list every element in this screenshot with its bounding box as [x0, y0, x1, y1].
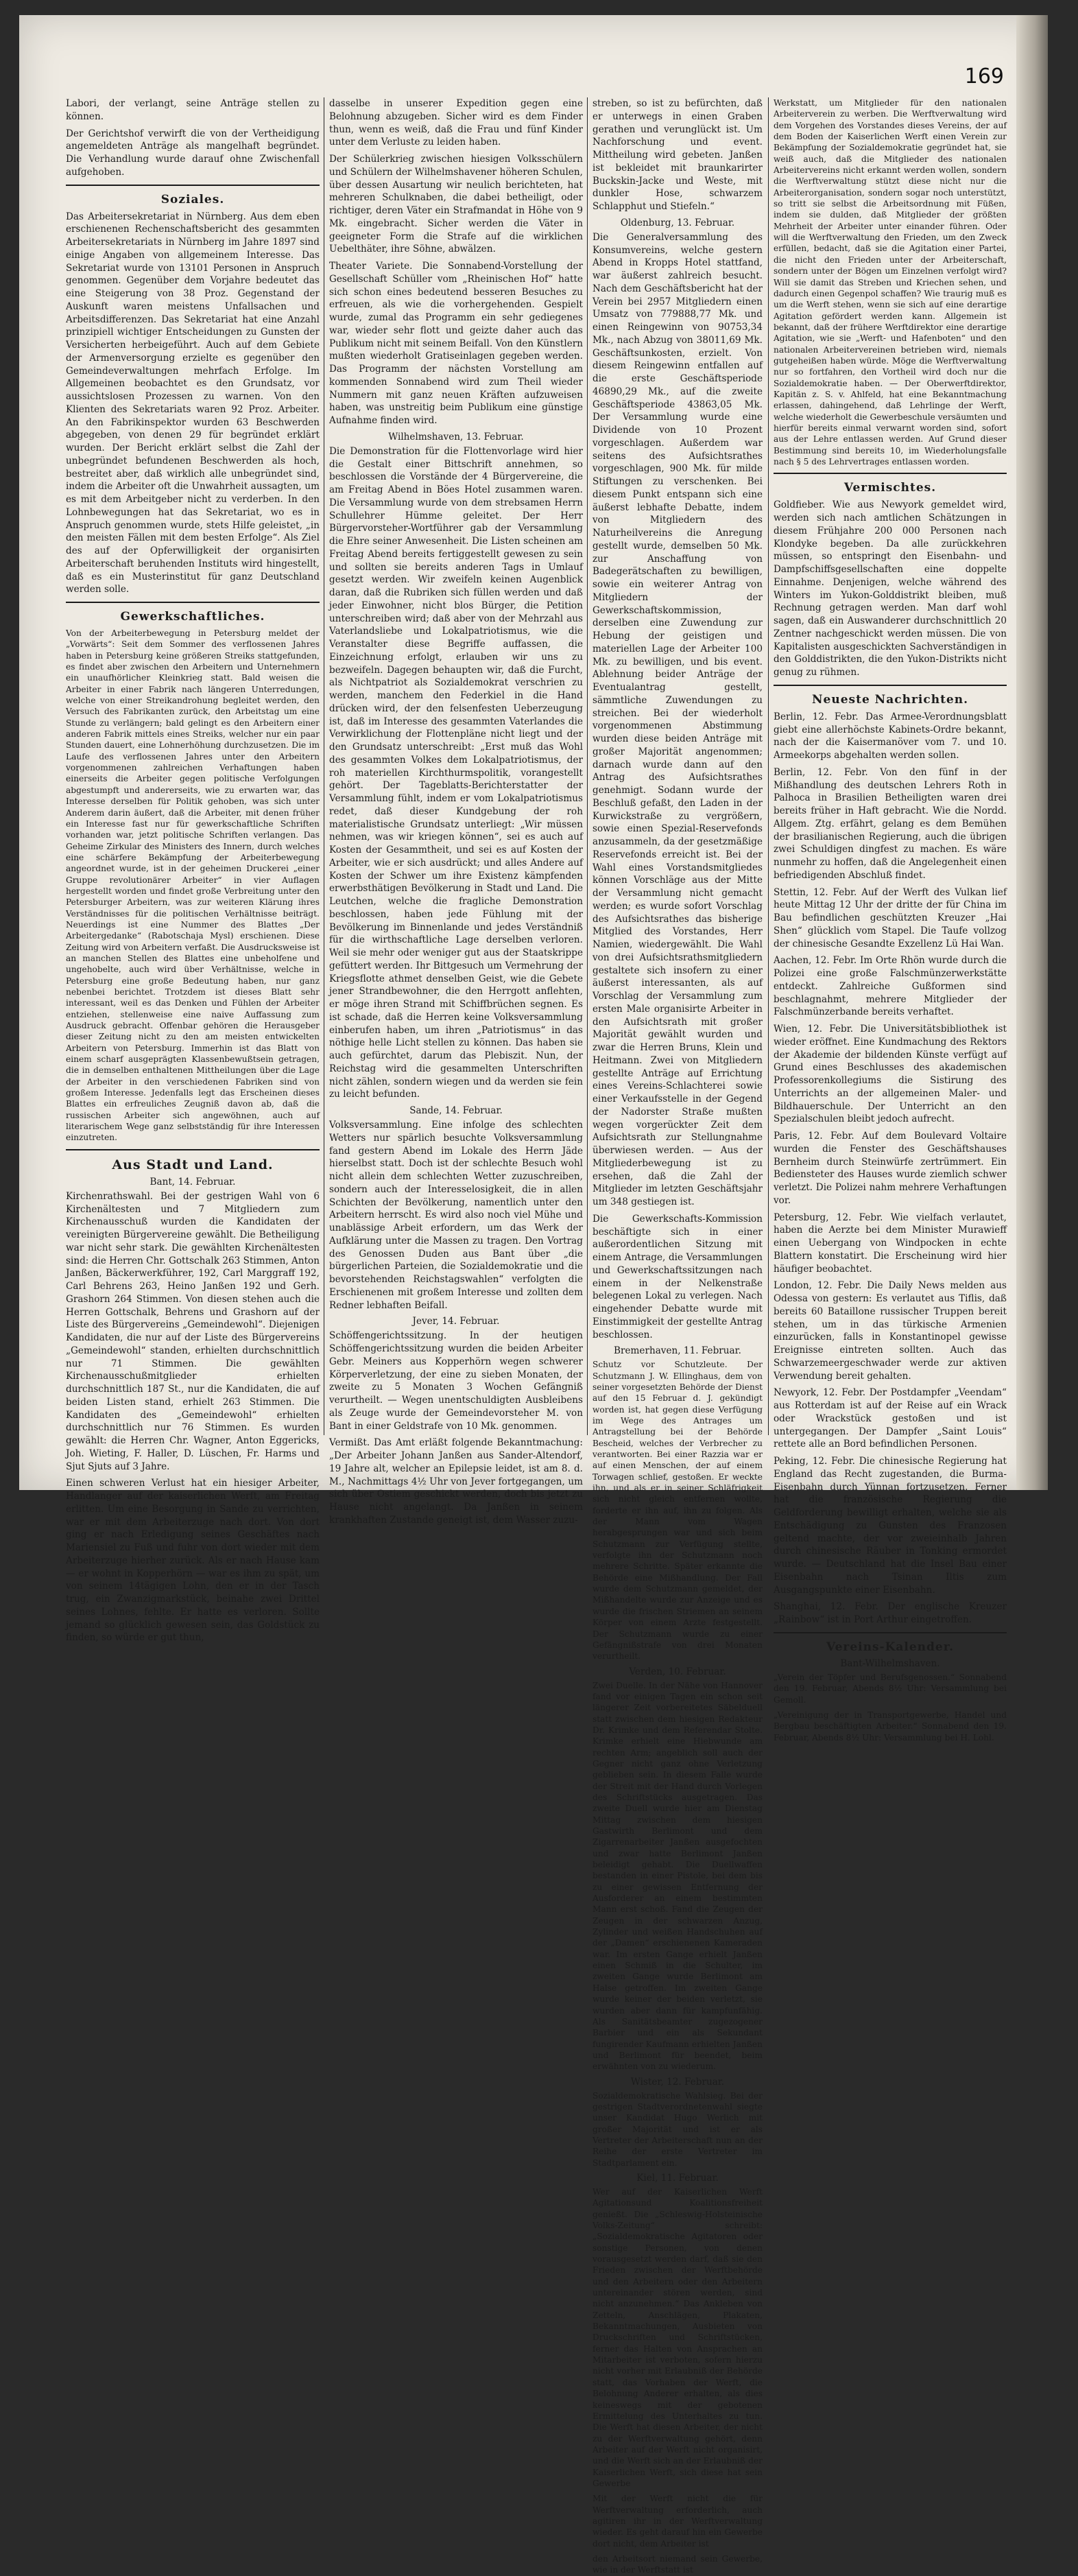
- paragraph: Der Gerichtshof verwirft die von der Vertheidigung angemeldeten Anträge als mangelhaft begründet. Die Verhandlung wurde darauf ohne Zwischenfall aufgehoben.: [66, 128, 320, 178]
- paragraph: Kirchenrathswahl. Bei der gestrigen Wahl von 6 Kirchenältesten und 7 Mitgliedern zum Kirchenausschuß wurden die Kandidaten der vereinigten Bürgervereine gewählt. Die Betheiligung war nicht sehr stark. Die gewählten Kirchenältesten sind: die Herren Chr. Gottschalk 263 Stimmen, Anton Janßen, Bäckerwerkführer, 192, Carl Marggraff 192, Carl Behrens 263, Heino Janßen 192 und Gerh. Grashorn 264 Stimmen. Von diesen stehen auch die Herren Gottschalk, Behrens und Grashorn auf der Liste des Bürgervereins „Gemeindewohl“. Diejenigen Kandidaten, die nur auf der Liste des Bürgervereins „Gemeindewohl“ standen, erhielten durchschnittlich nur 71 Stimmen. Die gewählten Kirchenausschußmitglieder erhielten durchschnittlich 187 St., nur die Kandidaten, die auf beiden Listen stand, erhielt 263 Stimmen. Die Kandidaten des „Gemeindewohl“ erhielten durchschnittlich nur 76 Stimmen. Es wurden gewählt: die Herren Chr. Wagner, Anton Eggericks, Joh. Wieting, F. Haller, D. Lüschen, Fr. Harms und Sjut Sjuts auf 3 Jahre.: [66, 1190, 320, 1472]
- column-3: [592, 97, 763, 2575]
- dateline: Jever, 14. Februar.: [412, 1316, 500, 1327]
- paragraph: Das Arbeitersekretariat in Nürnberg. Aus dem eben erschienenen Rechenschaftsbericht des gesammten Arbeitersekretariats in Nürnberg im Jahre 1897 sind einige Angaben von allgemeinem Interesse. Das Sekretariat wurde von 13101 Personen in Anspruch genommen. Gegenüber dem Vorjahre bedeutet das eine Steigerung von 38 Proz. Gegenstand der Auskunft waren meistens Unfallsachen und Arbeitsdifferenzen. Das Sekretariat hat eine Anzahl prinzipiell wichtiger Entscheidungen zu Gunsten der Versicherten herbeigeführt. Auch auf dem Gebiete der Armenversorgung erzielte es gegenüber den Gemeindeverwaltungen mehrfach Erfolge. Im Allgemeinen beobachtet es den Grundsatz, vor aussichtslosen Prozessen zu warnen. Von den Klienten des Sekretariats waren 92 Proz. Arbeiter. An den Fabrikinspektor wurden 63 Beschwerden abgegeben, von denen 29 für begründet erklärt wurden. Der Bericht erklärt selbst die Zahl der unbegründet befundenen Beschwerden als hoch, bestreitet aber, daß wirklich alle unbegründet sind, indem die Arbeiter oft die Unwahrheit aussagten, um es mit dem Arbeitgeber nicht zu verderben. In den Lohnbewegungen hat das Sekretariat, wo es in Anspruch genommen wurde, stets Hilfe geleistet, „in den meisten Fällen mit dem besten Erfolge“. Als Ziel des auf der Opferwilligkeit der organisirten Arbeiterschaft beruhenden Instituts wird hingestellt, daß es ein Musterinstitut für ganz Deutschland werden solle.: [66, 211, 320, 595]
- paragraph: Goldfieber. Wie aus Newyork gemeldet wird, werden sich nach amtlichen Schätzungen in diesem Frühjahre 200 000 Personen nach Klondyke begeben. Da alle zurückkehren müssen, so entspringt den Eisenbahn- und Dampfschiffsgesellschaften eine doppelte Einnahme. Denjenigen, welche während des Winters im Yukon-Golddistrikt bleiben, muß Rechnung getragen werden. Man darf wohl sagen, daß ein Auswanderer durchschnittlich 20 Zentner nachgeschickt werden müssen. Die von Kapitalisten ausgeschickten Sachverständigen in den Golddistrikten, die den Yukon-Distrikts nicht genug zu rühmen.: [774, 499, 1007, 678]
- paragraph: Werkstatt, um Mitglieder für den nationalen Arbeiterverein zu werben. Die Werftverwaltung wird dem Vorgehen des Vorstandes dieses Vereins, der auf dem Boden der Kaiserlichen Werft einen Verein zur Bekämpfung der Sozialdemokratie gegründet hat, sie weiß auch, daß die Mitglieder des nationalen Arbeitervereins nicht erkannt werden wollen, sondern die Werftverwaltung stützt diese nicht nur die Arbeiterorganisation, sondern sogar noch unterstützt, so tritt sie selbst die Arbeitsordnung mit Füßen, indem sie dulden, daß Mitglieder der größten Mehrheit der Arbeiter unter einander führen. Oder will die Werftverwaltung den Frieden, um den Zweck erfüllen, bedacht, daß sie die Agitation einer Partei, die nicht den Frieden unter der Arbeiterschaft, sondern unter der Bögen um Einzelnen verfolgt wird? Will sie damit das Streben und Kriechen sehen, und dadurch einen Gegenpol schaffen? Wie traurig muß es um die Werft stehen, wenn sie sich auf eine derartige Agitation gefördert werden kann. Allgemein ist bekannt, daß der frühere Werftdirektor eine derartige Agitation, wie sie „Werft- und Hafenboten“ und den nationalen Arbeitervereinen betrieben wird, niemals gutgeheißen haben würde. Möge die Werftverwaltung nur so fortfahren, den Vortheil wird doch nur die Sozialdemokratie haben. — Der Oberwerftdirektor, Kapitän z. S. v. Ahlfeld, hat eine Bekanntmachung erlassen, dahingehend, daß Lehrlinge der Werft, welche wiederholt die Gewerbeschule versäumten und hierfür bereits einmal verwarnt worden sind, sofort aus der Lehre entlassen werden. Auf Grund dieser Bestimmung sind bereits 10, im Wiederholungsfalle nach § 5 des Lehrvertrages entlassen worden.: [774, 98, 1007, 466]
- book-binding-edge: [1016, 15, 1048, 1490]
- column-rule: [768, 97, 769, 1435]
- paragraph: Paris, 12. Febr. Auf dem Boulevard Voltaire wurden die Fenster des Geschäftshauses Bernheim durch Steinwürfe zertrümmert. Ein Bediensteter des Hauses wurde ziemlich schwer verletzt. Die Polizei nahm mehrere Verhaftungen vor.: [774, 1131, 1007, 1206]
- paragraph: Die Generalversammlung des Konsumvereins, welche gestern Abend in Kropps Hotel stattfand, war äußerst zahlreich besucht. Nach dem Geschäftsbericht hat der Verein bei 2957 Mitgliedern einen Umsatz von 779888,77 Mk. und einen Reingewinn von 90753,34 Mk., nach Abzug von 38011,69 Mk. Geschäftsunkosten, erzielt. Von diesem Reingewinn entfallen auf die erste Geschäftsperiode 46890,29 Mk., auf die zweite Geschäftsperiode 43863,05 Mk. Der Versammlung wurde eine Dividende von 10 Prozent vorgeschlagen. Außerdem war seitens des Aufsichtsrathes vorgeschlagen, 900 Mk. für milde Stiftungen zu verschenken. Bei diesem Punkt entspann sich eine äußerst lebhafte Debatte, indem von Mitgliedern des Naturheilvereins die Anregung gestellt wurde, demselben 50 Mk. zur Anschaffung von Badegerätschaften zu bewilligen, sowie ein weiterer Antrag von Mitgliedern der Gewerkschaftskommission, derselben eine Zuwendung zur Hebung der geistigen und materiellen Lage der Arbeiter 100 Mk. zu bewilligen, und bis event. Ablehnung beider Anträge der Eventualantrag gestellt, sämmtliche Zuwendungen zu streichen. Bei der wiederholt vorgenommenen Abstimmung wurden diese beiden Anträge mit großer Majorität angenommen; darnach wurde dann auf den Antrag des Aufsichtsrathes genehmigt. Sodann wurde der Beschluß gefaßt, den Laden in der Kurwickstraße zu vergrößern, sowie einen Spezial-Reservefonds anzusammeln, da der gesetzmäßige Reservefonds erreicht ist. Bei der Wahl eines Vorstandsmitgliedes können Vorschläge aus der Mitte der Versammlung nicht gemacht werden; es wurde sofort Vorschlag des Aufsichtsrathes das bisherige Mitglied des Vorstandes, Herr Namien, wiedergewählt. Die Wahl von drei Aufsichtsrathsmitgliedern gestaltete sich insofern zu einer äußerst interessanten, als auf Vorschlag der Versammlung zum ersten Male organisirte Arbeiter in den Aufsichtsrath mit großer Majorität gewählt wurden und zwar die Herren Bruns, Klein und Heitmann. Zwei von Mitgliedern gestellte Anträge auf Errichtung eines Vereins-Schlachterei sowie einer Verkaufsstelle in der Gegend der Nadorster Straße mußten wegen vorgerückter Zeit dem Aufsichtsrath zur Stellungnahme überwiesen werden. — Aus der Mitgliederbewegung ist zu ersehen, daß die Zahl der Mitglieder im letzten Geschäftsjahr um 348 gestiegen ist.: [592, 231, 763, 1207]
- section-heading-gewerkschaftliches: Gewerkschaftliches.: [120, 610, 265, 624]
- section-divider: [774, 473, 1007, 474]
- paragraph: Mit der Werft nicht die für Werftverwaltung erforderlich, auch agitiren ihr in der Werftverwaltung wieder. Es geht darauf hin ein Gewerbe dort nicht, dem Arbeiter ist: [592, 2494, 763, 2549]
- section-heading-soziales: Soziales.: [160, 192, 225, 206]
- column-rule: [587, 97, 588, 1435]
- paragraph: Theater Variete. Die Sonnabend-Vorstellung der Gesellschaft Schüller vom „Rheinischen Hof“ hatte sich schon eines bedeutend besseren Besuches zu erfreuen, als wie die vorhergehenden. Gespielt wurde, zumal das Programm ein sehr gediegenes war, wieder sehr flott und geizte daher auch das Publikum nicht mit seinem Beifall. Von den Künstlern mußten wiederholt Gratiseinlagen gegeben werden. Das Programm der nächsten Vorstellung am kommenden Sonnabend wird zum Theil wieder Nummern mit ganz neuen Kräften aufzuweisen haben, was unstreitig beim Publikum eine günstige Aufnahme finden wird.: [329, 261, 583, 426]
- paragraph: Die Gewerkschafts-Kommission beschäftigte sich in einer außerordentlichen Sitzung mit einem Antrage, die Versammlungen und Gewerkschaftssitzungen nach einem in der Nelkenstraße belegenen Lokal zu verlegen. Nach eingehender Debatte wurde mit Einstimmigkeit der gestellte Antrag beschlossen.: [592, 1213, 763, 1340]
- section-divider: [774, 1632, 1007, 1633]
- paragraph: Von der Arbeiterbewegung in Petersburg meldet der „Vorwärts“: Seit dem Sommer des verflossenen Jahres haben in Petersburg keine größeren Streiks stattgefunden, es findet aber zwischen den Arbeitern und Unternehmern ein unaufhörlicher Kleinkrieg statt. Bald weisen die Arbeiter in einer Fabrik nach längeren Unterredungen, welche von einer Streikandrohung begleitet werden, den Versuch des Fabrikanten zurück, den Arbeitstag um eine Stunde zu verlängern; bald gelingt es den Arbeitern einer anderen Fabrik mittels eines Streiks, welcher nur ein paar Stunden dauert, eine Lohnerhöhung durchzusetzen. Die im Laufe des verflossenen Jahres unter den Arbeitern vorgenommenen zahlreichen Verhaftungen haben einerseits die Arbeiter gegen politische Verfolgungen abgestumpft und andererseits, wie zu erwarten war, das Interesse derselben für Politik gehoben, was sich unter Anderem darin äußert, daß die Arbeiter, mit denen früher ein Interesse fast nur für gewerkschaftliche Schriften vorhanden war, jetzt politische Schriften verlangen. Das Geheime Zirkular des Ministers des Innern, durch welches eine schärfere Bekämpfung der Arbeiterbewegung angeordnet wurde, ist in der geheimen Druckerei „einer Gruppe revolutionärer Arbeiter“ in vier Auflagen hergestellt worden und findet große Verbreitung unter den Petersburger Arbeitern, was zur weiteren Klärung ihres Verständnisses für die politischen Verhältnisse beiträgt. Neuerdings ist eine Nummer des Blattes „Der Arbeitergedanke“ (Rabotschaja Mysl) erschienen. Diese Zeitung wird von Arbeitern verfaßt. Die Ausdrucksweise ist an manchen Stellen des Blattes eine unbeholfene und ungehobelte, auch wird über Verhältnisse, welche in Petersburg eine große Bedeutung haben, nur ganz nebenbei berichtet. Trotzdem ist dieses Blatt sehr interessant, weil es das Denken und Fühlen der Arbeiter entziehen, stellenweise eine naive Auffassung zum Ausdruck gebracht. Offenbar gehören die Herausgeber dieser Zeitung nicht zu den am meisten entwickelten Arbeitern von Petersburg. Immerhin ist das Blatt von einem scharf ausgeprägten Klassenbewußtsein getragen, die in demselben enthaltenen Mittheilungen über die Lage der Arbeiter in den verschiedenen Fabriken sind von großem Interesse. Jedenfalls legt das Erscheinen dieses Blattes ein erfreuliches Zeugniß davon ab, daß die russischen Arbeiter sich angewöhnen, auch auf literarischem Wege ganz selbstständig für ihre Interessen einzutreten.: [66, 628, 320, 1143]
- column-4: [774, 97, 1007, 1742]
- column-2: [329, 97, 583, 1526]
- paragraph: Vermißt. Das Amt erläßt folgende Bekanntmachung: „Der Arbeiter Johann Janßen aus Sander-Altendorf, 19 Jahre alt, welcher an Epilepsie leidet, ist am 8. d. M., Nachmittags 4½ Uhr von Jever fortgegangen, um sich über Ostiem geschickt werden, doch bis jetzt zu Hause nicht angelangt. Da Janßen in seinem krankhaften Zustande geneigt ist, dem Wasser zuzu-: [329, 1437, 583, 1526]
- calendar-entry: „Vereinigung der in Transportgewerbe, Handel und Bergbau beschäftigten Arbeiter.“ Sonnabend den 19. Februar, Abends 8½ Uhr: Versammlung bei H. Lohl.: [774, 1710, 1007, 1742]
- paragraph: Berlin, 12. Febr. Von den fünf in der Mißhandlung des deutschen Lehrers Roth in Palhoca in Brasilien Betheiligten waren drei bereits früher in Haft gebracht. Wie die Nordd. Allgem. Ztg. erfährt, gelang es dem Bemühen der brasilianischen Regierung, auch die übrigen zwei Schuldigen dingfest zu machen. Es wäre nunmehr zu hoffen, daß die Angelegenheit einen befriedigenden Abschluß findet.: [774, 766, 1007, 881]
- dateline: Bremerhaven, 11. Februar.: [613, 1345, 741, 1357]
- section-divider: [66, 185, 320, 186]
- section-divider: [66, 1149, 320, 1150]
- section-heading-stadt-und-land: Aus Stadt und Land.: [112, 1157, 274, 1172]
- paragraph: Sozialdemokratische Wahlsieg. Bei der gestrigen Stadtverordnetenwahl siegte unser Kandidat Hugo Werlich mit großer Majorität und ist er als Vertreter der Arbeiterschaft nun an der Reihe der erste Vertreter im Stadtparlament ein.: [592, 2090, 763, 2168]
- paragraph: Schöffengerichtssitzung. In der heutigen Schöffengerichtssitzung wurden die beiden Arbeiter Gebr. Meiners aus Kopperhörn wegen schwerer Körperverletzung, der eine zu sieben Monaten, der zweite zu 5 Monaten 3 Wochen Gefängniß verurtheilt. — Wegen unentschuldigten Ausbleibens als Zeuge wurde der Gemeindevorsteher M. von Bant in einer Geldstrafe von 10 Mk. genommen.: [329, 1330, 583, 1432]
- dateline: Kiel, 11. Februar.: [636, 2172, 719, 2184]
- paragraph: Stettin, 12. Febr. Auf der Werft des Vulkan lief heute Mittag 12 Uhr der dritte der für China im Bau befindlichen geschützten Kreuzer „Hai Shen“ glücklich vom Stapel. Die Taufe vollzog der chinesische Gesandte Exzellenz Lü Hai Wan.: [774, 886, 1007, 949]
- paragraph: Der Schülerkrieg zwischen hiesigen Volksschülern und Schülern der Wilhelmshavener höheren Schulen, über dessen Ausartung wir neulich berichteten, hat mehreren Schulknaben, die dabei betheiligt, oder richtiger, deren Väter ein Strafmandat in Höhe von 9 Mk. eingebracht. Sicher werden die Väter in geeigneter Form die Strafe auf die wirklichen Uebelthäter, ihre Söhne, abwälzen.: [329, 154, 583, 255]
- paragraph: Einen schweren Verlust hat ein hiesiger Arbeiter, Handlanger auf der kaiserlichen Werft, am Freitag erlitten. Um eine Besorgung in Sande zu verrichten, war er mit dem Arbeiterzuge nach dort. Von dort ging er nach Erledigung seines Geschäftes nach Mariensiel zu Fuß und fuhr von dort wieder mit dem Arbeiterzuge hierher zurück. Als er nach Hause kam — er wohnt in Kopperhörn — war es ihm zu spät, um von seinem 14tägigen Lohn, den er in der Tasch trug, ein Zwanzigmarkstück, beinahe zwei Drittel seines Lohnes, fehlte. Er hatte es verloren. Sollte jemand so glücklich gewesen sein, das Goldstück zu finden, so würde er gut thun,: [66, 1478, 320, 1644]
- column-1: [66, 97, 320, 1644]
- section-heading-neueste-nachrichten: Neueste Nachrichten.: [811, 692, 969, 707]
- paragraph: Shanghai, 12. Febr. Der englische Kreuzer „Rainbow“ ist in Port Arthur eingetroffen.: [774, 1601, 1007, 1626]
- dateline: Bant-Wilhelmshaven.: [840, 1657, 940, 1669]
- page-number: 169: [964, 64, 1004, 88]
- dateline: Verden, 10. Februar.: [629, 1666, 726, 1677]
- paragraph: London, 12. Febr. Die Daily News melden aus Odessa von gestern: Es verlautet aus Tiflis, daß bereits 60 Bataillone russischer Truppen bereit stehen, um in das türkische Armenien einzurücken, falls in Konstantinopel gewisse Ereignisse eintreten sollten. Auch das Schwarzemeergeschwader werde zur aktiven Verwendung bereit gehalten.: [774, 1280, 1007, 1382]
- dateline: Wister, 12. Februar.: [630, 2076, 725, 2088]
- section-divider: [774, 685, 1007, 686]
- paragraph: Wien, 12. Febr. Die Universitätsbibliothek ist wieder eröffnet. Eine Kundmachung des Rektors der Akademie der bildenden Künste verfügt auf Grund eines Beschlusses des akademischen Professorenkollegiums die Sistirung des Unterrichts an der allgemeinen Maler- und Bildhauerschule. Der Unterricht an den Spezialschulen bleibt jedoch aufrecht.: [774, 1024, 1007, 1125]
- paragraph: dasselbe in unserer Expedition gegen eine Belohnung abzugeben. Sicher wird es dem Finder thun, wenn es weiß, daß die Frau und fünf Kinder unter dem Verluste zu leiden haben.: [329, 98, 583, 148]
- section-heading-vereins-kalender: Vereins-Kalender.: [826, 1640, 955, 1654]
- paragraph: den Arbeitsort niemand sein Gewerbe, wie in der Werftstatt ist: [592, 2553, 763, 2575]
- paragraph: Wer auf der Kaiserlichen Werft Agitationsund Koalitionsfreiheit genießt. Die „Schleswig-Holsteinische Volks-Zeitung“ schreibt: „Sozialdemokratische Agitatoren oder sonstige Personen, von denen vorausgesetzt werden darf, daß sie den Frieden zwischen der Werftbehörde und den Arbeitern oder den Arbeitern untereinander stören werden, sind nicht anzunehmen.“ Das Ankleben von Zetteln, Anschlägen, Plakaten, Bekanntmachungen, Ausbieten von Druckschriften und Schriftstücken, ferner das Halten von Ansprachen an Mitarbeiter ist verboten, sofern hierzu nicht vorher mit Erlaubniß der Behörde statt, das Vorhaben der Werft, die Belohnung Anderer erhalten, als dies keineswegs mit der gebotenen Ermittelung des Unterhaltes zu tun. Die Werft hat diesen Arbeiter, der nicht zu der Werftverwaltung gehört, denn Arbeiter auf der Werft nicht organisirt, und die Werft sich an der Erlaubniß der Kaiserlichen Werft, sich diese hat sein Gewerbe: [592, 2186, 763, 2488]
- dateline: Bant, 14. Februar.: [149, 1176, 236, 1187]
- paragraph: Volksversammlung. Eine infolge des schlechten Wetters nur spärlich besuchte Volksversammlung fand gestern Abend im Lokale des Herrn Jäde hierselbst statt. Doch ist der schlechte Besuch wohl nicht allein dem schlechten Wetter zuzuschreiben, sondern auch der Interesselosigkeit, die in allen Schichten der Bevölkerung, namentlich unter den Arbeitern herrscht. Es wird also noch viel Mühe und unablässige Arbeit erfordern, um das Werk der Aufklärung unter die Massen zu tragen. Den Vortrag des Genossen Duden aus Bant über „die bürgerlichen Parteien, die Sozialdemokratie und die bevorstehenden Reichstagswahlen“ verfolgten die Erschienenen mit großem Interesse und zollten dem Redner lebhaften Beifall.: [329, 1120, 583, 1311]
- paragraph: Aachen, 12. Febr. Im Orte Rhön wurde durch die Polizei eine große Falschmünzerwerkstätte entdeckt. Zahlreiche Gußformen sind beschlagnahmt, mehrere Mitglieder der Falschmünzerbande bereits verhaftet.: [774, 955, 1007, 1018]
- paragraph: Zwei Duelle. In der Nähe von Hannover fand vor einigen Tagen ein schon seit längerer Zeit vorbereitetes Säbelduell statt zwischen dem hiesigen Redakteur Dr. Krimke und dem Referendar Stolte. Krimke erhielt eine Hiebwunde am rechten Arm; angeblich soll auch der Gegner nicht ganz ohne Verletzung geblieben sein. In diesem Falle wurde der Streit mit der Hand durch Vorlegen des Schriftstücks ausgetragen. Das zweite Duell wurde hier am Dienstag Mittag zwischen dem hiesigen Gastwirth Berlimont und dem Zigarrenarbeiter Janßen ausgefochten und zwar hatte Berlimont Janßen beleidigt gehabt. Die Duellwaffen bestanden in einer Pistole, bei dem bis zu einer gewissen Entfernung der Ausforderer an einem bestimmten Mann erst schoß. Fand die Zeugen der Zeugen in der schwarzen Anzug, Zylinder und weißen Handschuhen auf der „Damen“ erschienenen Kameraden war. Im ersten Gange erhielt Janßen einen Schmiß in die Schulter, im zweiten Gange wurde Berlimont am Halse getroffen. Im zweiten Gange wurde keiner der beiden verletzt, sie wurden aber dann für kampfunfähig. Als Sanitätsbeamter zugezogener Barbier und ein als Sekundant fungirender Kaufmann erhielten Janßen und Berlimont für beendet, beim erwähnten von zu wiederum.: [592, 1680, 763, 2072]
- newspaper-page: [19, 15, 1048, 2575]
- section-divider: [66, 602, 320, 603]
- dateline: Sande, 14. Februar.: [409, 1105, 503, 1116]
- paragraph: Die Demonstration für die Flottenvorlage wird hier die Gestalt einer Bittschrift annehmen, so beschlossen die Vorstände der 4 Bürgervereine, die am Freitag Abend in Böes Hotel zusammen waren. Die Versammlung wurde von dem strebsamen Herrn Schullehrer Hümme geleitet. Der Herr Bürgervorsteher-Wortführer gab der Versammlung die Ehre seiner Anwesenheit. Die Listen scheinen am Freitag Abend bereits fertiggestellt gewesen zu sein und sollten sie bereits anderen Tags in Umlauf gesetzt werden. Wir zweifeln keinen Augenblick daran, daß die Rubriken sich füllen werden und daß jeder Einwohner, nicht blos Bürger, die Petition unterschreiben wird; daß aber von der Mehrzahl aus Vaterlandsliebe und Lokalpatriotismus, wie die Veranstalter diese Begriffe auffassen, die Einzeichnung erfolgt, erlauben wir uns zu bezweifeln. Dagegen behaupten wir, daß die Furcht, als Nichtpatriot als Sozialdemokrat verschrien zu werden, manchem den Federkiel in die Hand drücken wird, der den felsenfesten Ueberzeugung ist, daß im Interesse des gesammten Vaterlandes die Verwirklichung der Flottenpläne nicht liegt und der den Grundsatz unterschreibt: „Erst muß das Wohl des gesammten Volkes dem Lokalpatriotismus, der roh materiellen Kirchthurmspolitik, vorangestellt gehört. Der Tageblatts-Berichterstatter der Versammlung fühlt, indem er vom Lokalpatriotismus redet, daß dieser Kundgebung der roh materialistische Grundsatz unterliegt: „Wir müssen nehmen, was wir kriegen können“, sei es auch auf Kosten der Gesammtheit, und sei es auf Kosten der Arbeiter, wie er sich ausdrückt; und alles Andere auf Kosten der Schwer um ihre Existenz kämpfenden erwerbsthätigen Bevölkerung in Stadt und Land. Die Leutchen, welche die fragliche Demonstration beschlossen, haben jede Fühlung mit der Bevölkerung im Binnenlande und jedes Verständniß für die wirthschaftliche Lage derselben verloren. Weil sie mehr oder weniger gut aus der Staatskrippe gefüttert werden. Ihr Bittgesuch um Vermehrung der Kriegsflotte athmet denselben Geist, wie die Gebete jener Strandbewohner, die den Herrgott anflehten, er möge ihren Strand mit Schiffbrüchen segnen. Es ist schade, daß die Herren keine Volksversammlung einberufen haben, um ihren „Patriotismus“ in das nöthige helle Licht stellen zu können. Das haben sie auch gefürchtet, darum das Plebiszit. Nun, der Reichstag wird die gesammelten Unterschriften nicht zählen, sondern wiegen und da werden sie fein zu leicht befunden.: [329, 445, 583, 1100]
- dateline: Wilhelmshaven, 13. Februar.: [388, 431, 524, 442]
- paragraph: Peking, 12. Febr. Die chinesische Regierung hat England das Recht zugestanden, die Burma-Eisenbahn durch Yünnan fortzusetzen. Ferner hat die französische Regierung die Geldforderung bewilligt erhalten, welche sie als Entschädigung zu Gunsten des Franzosen geltend machte, der vor zweieinhalb Jahren durch chinesische Räuber in Tonking ermordet wurde. — Deutschland hat die Insel Bau einer Eisenbahn nach Tsinan Iltis zum Ausgangspunkte einer Eisenbahn.: [774, 1456, 1007, 1596]
- calendar-entry: „Verein der Töpfer und Berufsgenossen.“ Sonnabend den 19. Februar, Abends 8½ Uhr: Versammlung bei Gemoll.: [774, 1672, 1007, 1705]
- paragraph: Newyork, 12. Febr. Der Postdampfer „Veendam“ aus Rotterdam ist auf der Reise auf ein Wrack oder Wrackstück gestoßen und ist untergegangen. Der Dampfer „Saint Louis“ rettete alle an Bord befindlichen Personen.: [774, 1387, 1007, 1450]
- paragraph: Labori, der verlangt, seine Anträge stellen zu können.: [66, 98, 320, 122]
- paragraph: Schutz vor Schutzleute. Der Schutzmann J. W. Ellinghaus, dem von seiner vorgesetzten Behörde der Dienst auf den 15 Februar d. J. gekündigt worden ist, hat gegen diese Verfügung im Wege des Antrages um Antragstellung bei der Behörde Bescheid, welches der Verbrecher zu verantworten. Bei einer Razzia war er auf einen Menschen, der auf einem Torwagen schlief, gestoßen. Er weckte ihn, und als er in seiner Schläfrigkeit sich nicht gleich entfernen wollte, forderte er ihn auf, ihn zu folgen. Als der Mann vom Wagen herabgesprungen war und sich beim Schutzmann zur Verfügung stellte, verfolgte ihn der Schutzmann noch mehrere Schritte. Später erkannte die Behörde eine Mißhandlung. Der Fall wurde dem Schutzmann gemeldet, der Mißhandelte wurde zur Anzeige und es wurde die frischen Striemen an seinem Körper von einem Arzte festgestellt. Der Schutzmann wurde zu einer Gefängnißstrafe von drei Monaten verurtheilt.: [592, 1360, 763, 1662]
- dateline: Oldenburg, 13. Februar.: [620, 217, 735, 228]
- section-heading-vermischtes: Vermischtes.: [843, 481, 937, 495]
- paragraph: streben, so ist zu befürchten, daß er unterwegs in einen Graben gerathen und verunglückt ist. Um Nachforschung und event. Mittheilung wird gebeten. Janßen ist bekleidet mit braunkarirter Buckskin-Jacke und Weste, mit dunkler Hose, schwarzem Schlapphut und Stiefeln.“: [592, 98, 763, 212]
- paragraph: Berlin, 12. Febr. Das Armee-Verordnungsblatt giebt eine allerhöchste Kabinets-Ordre bekannt, nach der die Kaisermanöver vom 7. und 10. Armeekorps abgehalten werden sollen.: [774, 711, 1007, 761]
- paragraph: Petersburg, 12. Febr. Wie vielfach verlautet, haben die Aerzte bei dem Minister Murawieff einen Uebergang von Windpocken in echte Blattern konstatirt. Die Erscheinung wird hier häufiger beobachtet.: [774, 1212, 1007, 1275]
